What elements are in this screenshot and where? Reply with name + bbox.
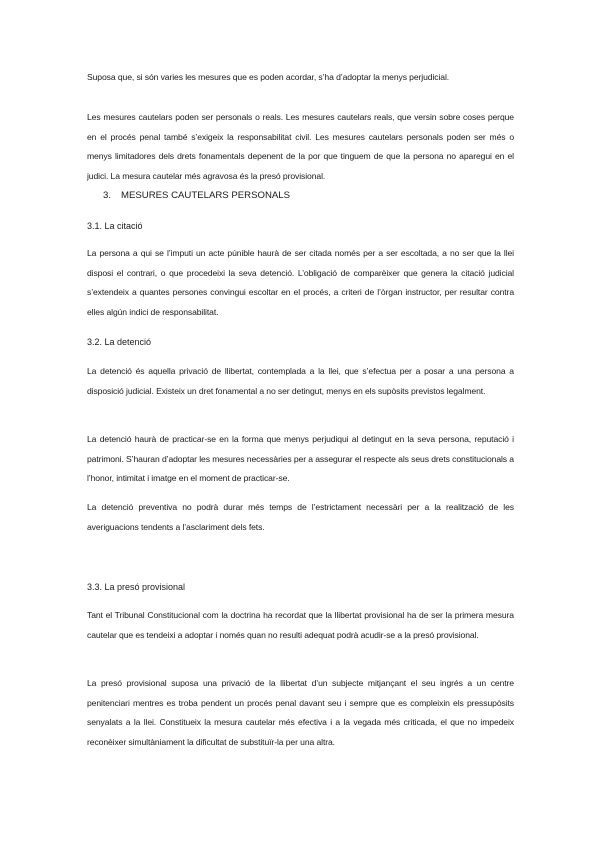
section-3-2-heading: 3.2. La detenció [87, 337, 152, 347]
paragraph-preso-2: La presó provisional suposa una privació de la llibertat d’un subjecte mitjançant el seu ingrés a un centre penitenciari mentres es troba pendent un procés penal davant seu i sempre que es compleixin els pressupòsits senyalats a la llei. Constitueix la mesura cautelar més efectiva i a la vegada més criticada, el que no impedeix reconèixer simultàniament la dificultat de substituïr-la per una altra. [87, 678, 514, 747]
paragraph-preso-1: Tant el Tribunal Constitucional com la doctrina ha recordat que la llibertat provisional ha de ser la primera mesura cautelar que es tendeixi a adoptar i només quan no resulti adequat podrà acudir-se a la presó provisional. [87, 610, 514, 640]
section-3-1-heading: 3.1. La citació [87, 221, 143, 231]
paragraph-detencio-3: La detenció preventiva no podrà durar més temps de l’estrictament necessàri per a la realització de les averiguacions tendents a l’asclariment dels fets. [87, 502, 514, 532]
paragraph-intro: Suposa que, si són varies les mesures que es poden acordar, s’ha d’adoptar la menys perjudicial. [87, 72, 450, 82]
paragraph-detencio-1: La detenció és aquella privació de llibertat, contemplada a la llei, que s’efectua per a posar a una persona a disposició judicial. Existeix un dret fonamental a no ser detingut, menys en els supòsits previstos legalment. [87, 366, 514, 396]
section-3-title: MESURES CAUTELARS PERSONALS [121, 190, 291, 201]
paragraph-mesures: Les mesures cautelars poden ser personals o reals. Les mesures cautelars reals, que versin sobre coses perque en el procés penal també s’exigeix la responsabilitat civil. Les mesures cautelars personals poden ser més o menys limitadores dels drets fonamentals depenent de la por que tinguem de que la persona no aparegui en el judici. La mesura cautelar més agravosa és la presó provisional. [87, 112, 514, 181]
section-3-number: 3. [103, 190, 112, 201]
paragraph-detencio-2: La detenció haurà de practicar-se en la forma que menys perjudiqui al detingut en la seva persona, reputació i patrimoni. S’hauran d’adoptar les mesures necessàries per a assegurar el respecte als seus drets constitucionals a l’honor, intimitat i imatge en el moment de practicar-se. [87, 434, 514, 484]
section-3-heading [87, 189, 514, 203]
paragraph-citacio: La persona a qui se l’imputi un acte púnible haurà de ser citada només per a ser escoltada, a no ser que la llei disposi el contrari, o que procedeixi la seva detenció. L’obligació de comparèixer que genera la citació judicial s’extendeix a quantes persones convingui escoltar en el procés, a criteri de l’òrgan instructor, per resultar contra elles algún indici de responsabilitat. [87, 248, 514, 317]
section-3-3-heading: 3.3. La presó provisional [87, 582, 186, 592]
